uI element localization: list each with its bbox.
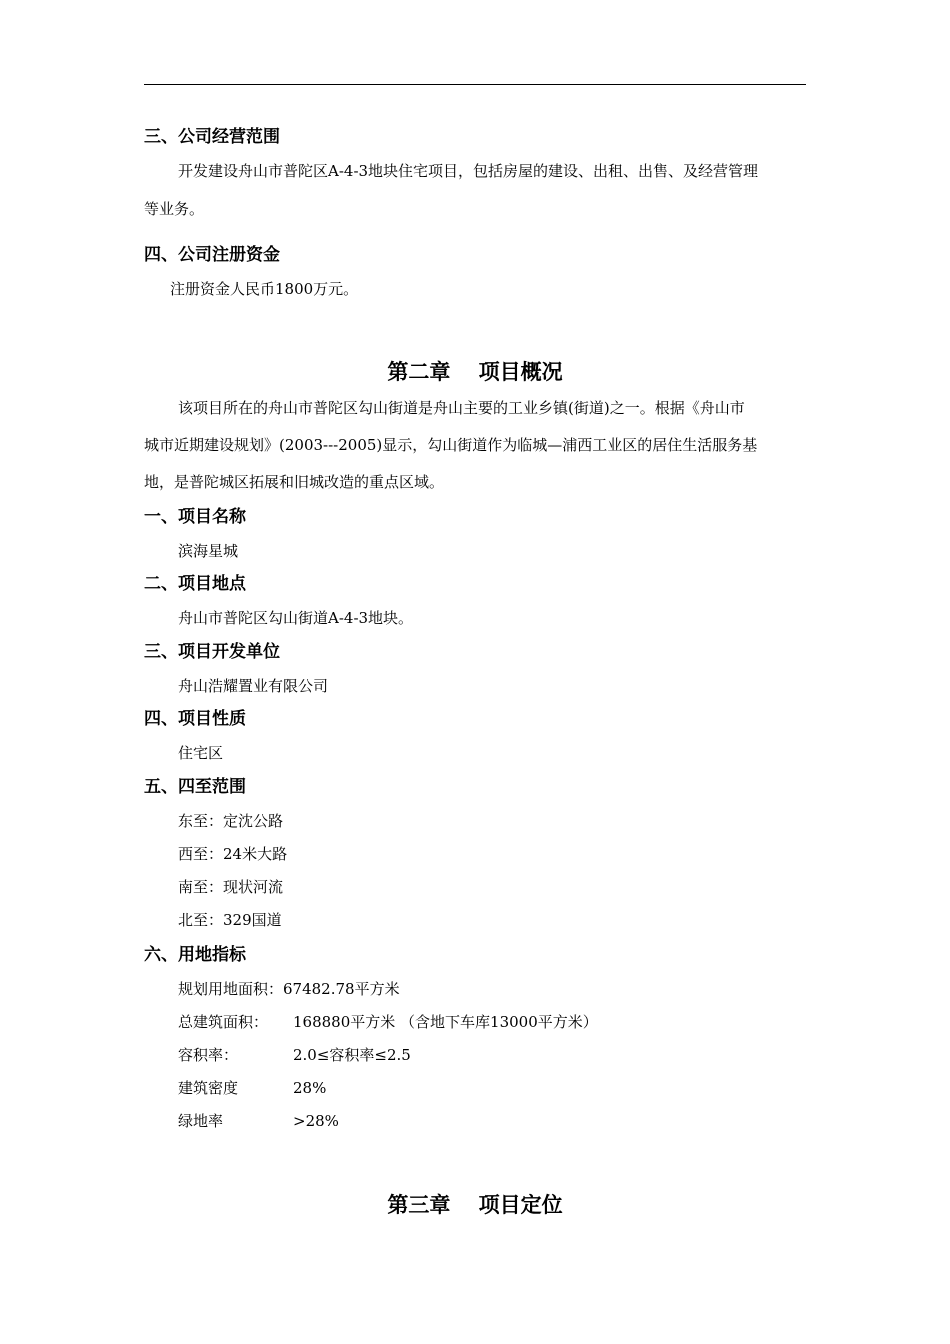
- chapter-2-intro-line-1: 该项目所在的舟山市普陀区勾山街道是舟山主要的工业乡镇(街道)之一。根据《舟山市: [178, 399, 745, 417]
- indicator-land-area: 规划用地面积：67482.78平方米: [178, 980, 400, 998]
- chapter-2-intro-line-2: 城市近期建设规划》(2003---2005)显示，勾山街道作为临城—浦西工业区的居住生活服务基: [144, 436, 758, 454]
- chapter-2-intro-line-3: 地，是普陀城区拓展和旧城改造的重点区域。: [144, 473, 445, 491]
- indicator-density-value: 28%: [293, 1079, 327, 1097]
- business-scope-line-1: 开发建设舟山市普陀区A-4-3地块住宅项目，包括房屋的建设、出租、出售、及经营管理: [178, 162, 759, 180]
- indicator-floor-area-value: 168880平方米 （含地下车库13000平方米）: [293, 1013, 598, 1031]
- chapter-2-title: 第二章 项目概况: [387, 360, 563, 384]
- heading-project-name: 一、项目名称: [144, 507, 246, 527]
- business-scope-line-2: 等业务。: [144, 200, 205, 218]
- heading-project-bounds: 五、四至范围: [144, 777, 246, 797]
- heading-land-indicators: 六、用地指标: [144, 945, 246, 965]
- project-location-value: 舟山市普陀区勾山街道A-4-3地块。: [178, 609, 414, 627]
- project-name-value: 滨海星城: [178, 542, 239, 560]
- project-nature-value: 住宅区: [178, 744, 224, 762]
- chapter-3-title: 第三章 项目定位: [387, 1193, 563, 1217]
- indicator-floor-area-label: 总建筑面积：: [178, 1013, 269, 1031]
- heading-project-location: 二、项目地点: [144, 574, 246, 594]
- registered-capital-text: 注册资金人民币1800万元。: [170, 280, 359, 298]
- indicator-far-label: 容积率：: [178, 1046, 239, 1064]
- indicator-density-label: 建筑密度: [178, 1079, 239, 1097]
- heading-project-nature: 四、项目性质: [144, 709, 246, 729]
- section-heading-registered-capital: 四、公司注册资金: [144, 245, 280, 265]
- header-rule: [144, 84, 806, 85]
- indicator-far-value: 2.0≤容积率≤2.5: [293, 1046, 411, 1064]
- heading-project-developer: 三、项目开发单位: [144, 642, 280, 662]
- indicator-green-value: >28%: [293, 1112, 339, 1130]
- project-developer-value: 舟山浩耀置业有限公司: [178, 677, 329, 695]
- bound-west: 西至：24米大路: [178, 845, 288, 863]
- bound-south: 南至：现状河流: [178, 878, 284, 896]
- bound-east: 东至：定沈公路: [178, 812, 284, 830]
- section-heading-business-scope: 三、公司经营范围: [144, 127, 280, 147]
- indicator-green-label: 绿地率: [178, 1112, 224, 1130]
- bound-north: 北至：329国道: [178, 911, 282, 929]
